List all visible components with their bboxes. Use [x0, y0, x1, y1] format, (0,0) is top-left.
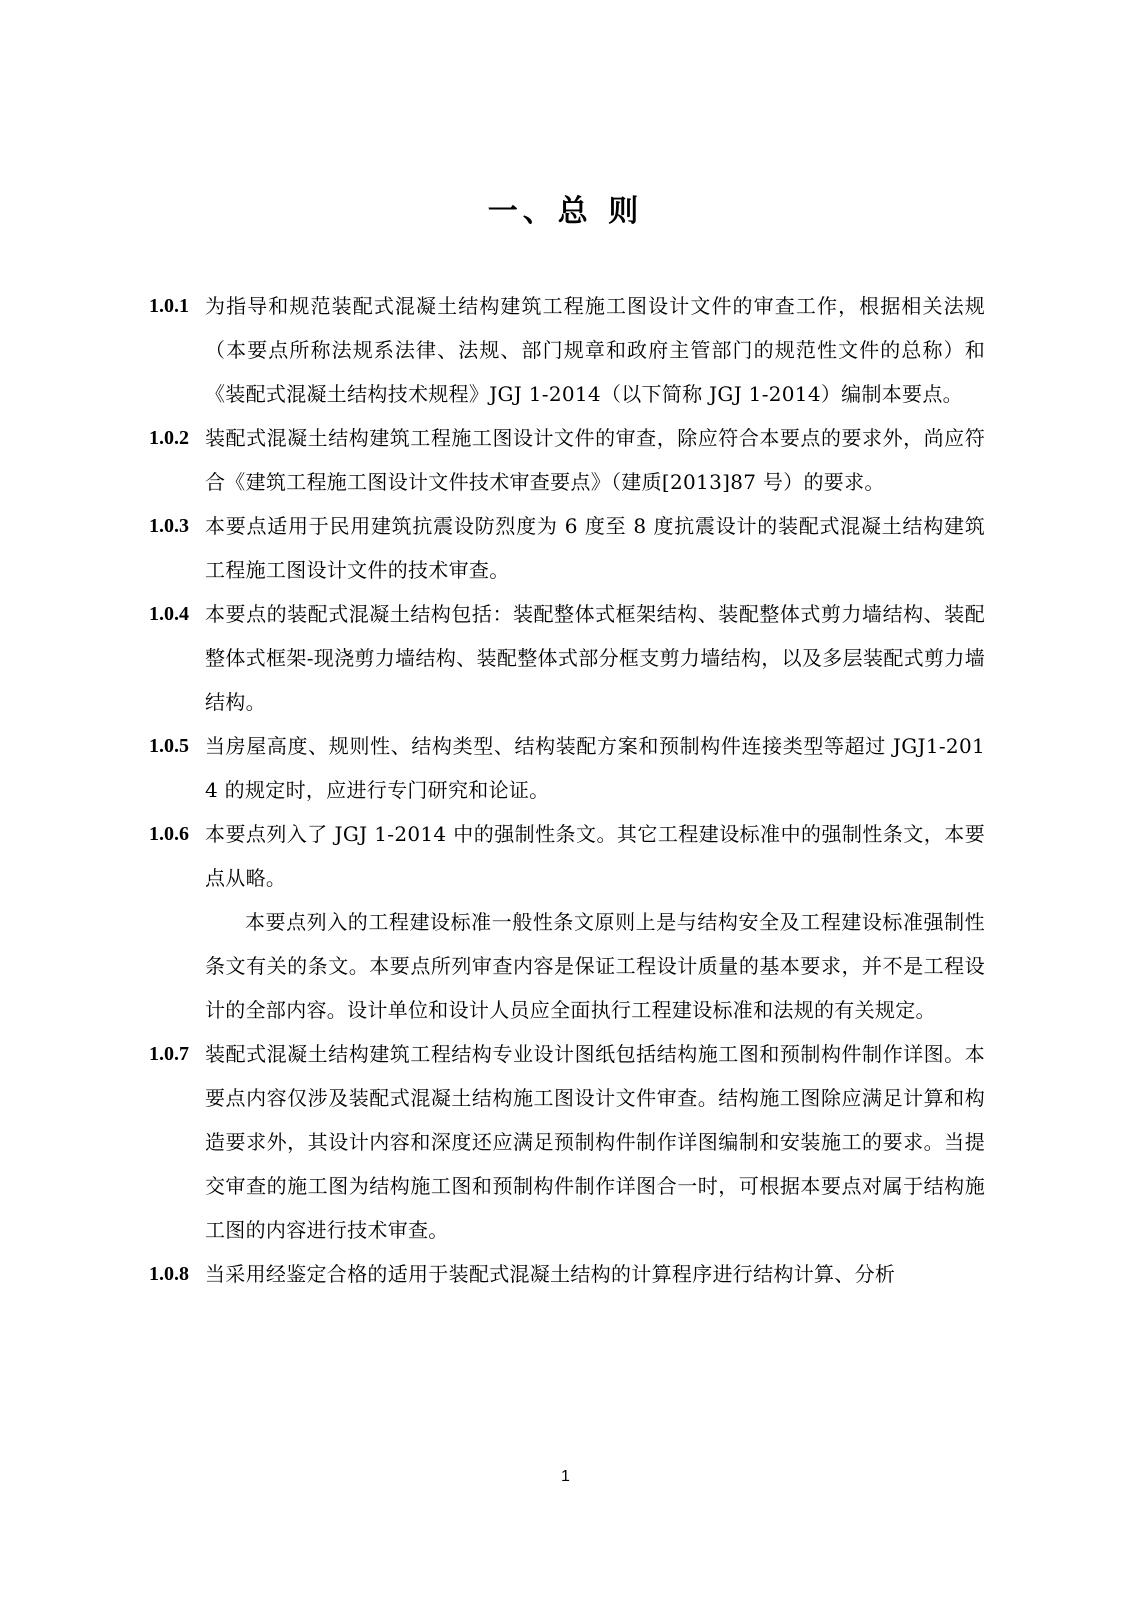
clause-1-0-3	[149, 504, 985, 592]
clause-1-0-2	[149, 416, 985, 504]
clause-number: 1.0.7	[149, 1043, 189, 1065]
clause-text: 本要点列入了 JGJ 1-2014 中的强制性条文。其它工程建设标准中的强制性条文，本要点从略。	[205, 822, 985, 890]
clause-text: 本要点适用于民用建筑抗震设防烈度为 6 度至 8 度抗震设计的装配式混凝土结构建筑工程施工图设计文件的技术审查。	[205, 514, 985, 582]
clause-1-0-1	[149, 284, 985, 416]
clause-1-0-7	[149, 1032, 985, 1252]
clause-text: 当房屋高度、规则性、结构类型、结构装配方案和预制构件连接类型等超过 JGJ1-2014 的规定时，应进行专门研究和论证。	[205, 734, 985, 802]
clause-text: 本要点的装配式混凝土结构包括：装配整体式框架结构、装配整体式剪力墙结构、装配整体式框架-现浇剪力墙结构、装配整体式部分框支剪力墙结构，以及多层装配式剪力墙结构。	[205, 602, 985, 714]
page-title: 一、总 则	[487, 194, 644, 229]
clause-1-0-5	[149, 724, 985, 812]
document-body	[149, 284, 985, 1296]
clause-1-0-4	[149, 592, 985, 724]
clause-text: 装配式混凝土结构建筑工程结构专业设计图纸包括结构施工图和预制构件制作详图。本要点内容仅涉及装配式混凝土结构施工图设计文件审查。结构施工图除应满足计算和构造要求外，其设计内容和深度还应满足预制构件制作详图编制和安装施工的要求。当提交审查的施工图为结构施工图和预制构件制作详图合一时，可根据本要点对属于结构施工图的内容进行技术审查。	[205, 1042, 985, 1242]
clause-1-0-6-note	[149, 900, 985, 1032]
clause-number: 1.0.6	[149, 823, 189, 845]
clause-text: 装配式混凝土结构建筑工程施工图设计文件的审查，除应符合本要点的要求外，尚应符合《建筑工程施工图设计文件技术审查要点》（建质[2013]87 号）的要求。	[205, 426, 985, 494]
clause-number: 1.0.8	[149, 1263, 189, 1285]
clause-number: 1.0.1	[149, 295, 189, 317]
clause-1-0-6	[149, 812, 985, 900]
clause-1-0-8	[149, 1252, 985, 1296]
clause-number: 1.0.5	[149, 735, 189, 757]
clause-number: 1.0.2	[149, 427, 189, 449]
clause-note-text: 本要点列入的工程建设标准一般性条文原则上是与结构安全及工程建设标准强制性条文有关的条文。本要点所列审查内容是保证工程设计质量的基本要求，并不是工程设计的全部内容。设计单位和设计人员应全面执行工程建设标准和法规的有关规定。	[205, 910, 985, 1022]
clause-text: 为指导和规范装配式混凝土结构建筑工程施工图设计文件的审查工作，根据相关法规（本要点所称法规系法律、法规、部门规章和政府主管部门的规范性文件的总称）和《装配式混凝土结构技术规程》JGJ 1-2014（以下简称 JGJ 1-2014）编制本要点。	[205, 294, 985, 406]
clause-number: 1.0.3	[149, 515, 189, 537]
clause-text: 当采用经鉴定合格的适用于装配式混凝土结构的计算程序进行结构计算、分析	[205, 1262, 896, 1286]
clause-number: 1.0.4	[149, 603, 189, 625]
page-number: 1	[561, 1468, 570, 1485]
